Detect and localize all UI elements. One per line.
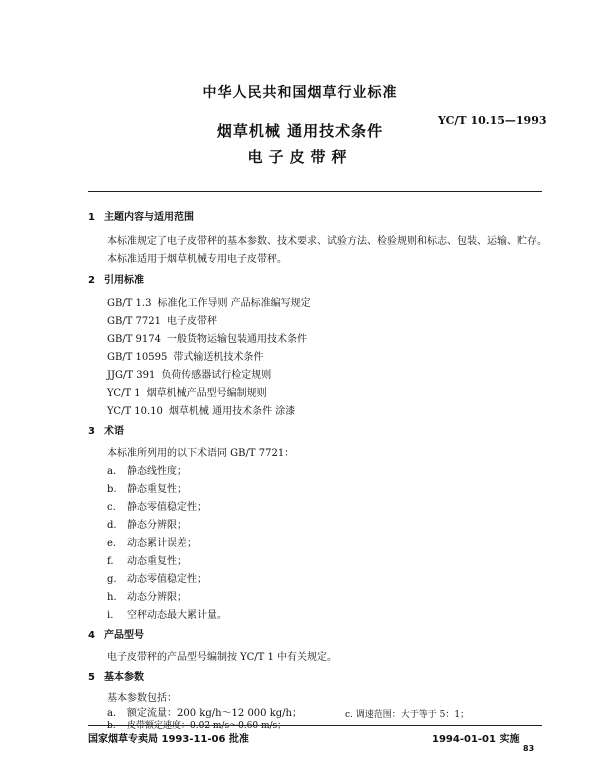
- top-divider: [88, 191, 542, 192]
- section-number: 2: [88, 275, 95, 286]
- section-title: 术语: [104, 426, 124, 437]
- term-text: 静态分辨限；: [127, 520, 187, 531]
- term-text: 静态线性度；: [127, 466, 187, 477]
- section-number: 1: [88, 212, 95, 223]
- term-item: [107, 462, 187, 477]
- term-text: 空秤动态最大累计量。: [127, 610, 227, 621]
- term-label: h.: [107, 592, 117, 603]
- term-text: 静态重复性；: [127, 484, 187, 495]
- section-1-heading: [88, 208, 194, 223]
- section-title: 产品型号: [104, 630, 144, 641]
- param-item: [107, 704, 302, 719]
- reference-code: GB/T 1.3: [107, 298, 152, 309]
- doc-title-line2: 电子皮带秤: [247, 148, 353, 166]
- reference-item: [107, 384, 267, 399]
- reference-code: GB/T 7721: [107, 316, 162, 327]
- param-label: c.: [345, 710, 353, 720]
- section-number: 4: [88, 630, 95, 641]
- term-item: [107, 588, 187, 603]
- reference-code: YC/T 10.10: [107, 406, 163, 417]
- reference-item: [107, 366, 271, 381]
- section-title: 基本参数: [104, 672, 144, 683]
- reference-name: 电子皮带秤: [167, 316, 218, 327]
- reference-item: [107, 294, 311, 309]
- paragraph: 本标准所列用的以下术语同 GB/T 7721：: [107, 448, 295, 459]
- section-3-heading: [88, 422, 124, 437]
- term-text: 动态累计误差；: [127, 538, 197, 549]
- doc-title-line1: 烟草机械 通用技术条件: [216, 122, 384, 140]
- term-item: [107, 534, 197, 549]
- paragraph: 本标准适用于烟草机械专用电子皮带秤。: [107, 254, 287, 265]
- reference-item: [107, 348, 263, 363]
- term-label: e.: [107, 538, 117, 549]
- section-number: 5: [88, 672, 95, 683]
- reference-item: [107, 312, 217, 327]
- param-label: a.: [107, 708, 117, 719]
- org-standard-title: 中华人民共和国烟草行业标准: [202, 85, 398, 101]
- reference-code: GB/T 10595: [107, 352, 168, 363]
- term-item: [107, 480, 187, 495]
- standard-code: YC/T 10.15—1993: [438, 114, 547, 127]
- term-label: f.: [107, 556, 114, 567]
- term-label: b.: [107, 484, 117, 495]
- term-text: 动态重复性；: [127, 556, 187, 567]
- reference-name: 标准化工作导则 产品标准编写规定: [157, 298, 311, 309]
- term-text: 动态分辨限；: [127, 592, 187, 603]
- term-label: c.: [107, 502, 116, 513]
- term-label: a.: [107, 466, 117, 477]
- reference-name: 一般货物运输包装通用技术条件: [167, 334, 308, 345]
- reference-name: 烟草机械 通用技术条件 涂漆: [168, 406, 296, 417]
- bottom-divider: [88, 725, 542, 726]
- implementation-note: 1994-01-01 实施: [432, 734, 520, 745]
- term-label: g.: [107, 574, 117, 585]
- section-title: 引用标准: [104, 275, 144, 286]
- param-text: 额定流量：200 kg/h～12 000 kg/h；: [127, 708, 302, 719]
- section-4-heading: [88, 626, 144, 641]
- paragraph: 基本参数包括：: [107, 693, 177, 704]
- approval-note: 国家烟草专卖局 1993-11-06 批准: [88, 734, 249, 745]
- param-item: [345, 707, 469, 720]
- paragraph: 本标准规定了电子皮带秤的基本参数、技术要求、试验方法、检验规则和标志、包装、运输、贮存。: [107, 236, 547, 247]
- reference-name: 烟草机械产品型号编制规则: [146, 388, 267, 399]
- term-text: 静态零值稳定性；: [127, 502, 207, 513]
- section-5-heading: [88, 668, 144, 683]
- reference-name: 带式输送机技术条件: [173, 352, 264, 363]
- term-item: [107, 516, 187, 531]
- reference-name: 负荷传感器试行检定规则: [161, 370, 272, 381]
- reference-item: [107, 330, 307, 345]
- section-2-heading: [88, 271, 144, 286]
- reference-code: JJG/T 391: [107, 370, 156, 381]
- term-item: [107, 498, 207, 513]
- param-text: 皮带额定速度：0.02 m/s～0.60 m/s；: [127, 721, 287, 731]
- reference-item: [107, 402, 295, 417]
- term-text: 动态零值稳定性；: [127, 574, 207, 585]
- term-item: [107, 570, 207, 585]
- paragraph: 电子皮带秤的产品型号编制按 YC/T 1 中有关规定。: [107, 652, 338, 663]
- section-number: 3: [88, 426, 95, 437]
- term-label: d.: [107, 520, 117, 531]
- section-title: 主题内容与适用范围: [104, 212, 194, 223]
- term-item: [107, 552, 187, 567]
- param-label: b.: [107, 721, 116, 731]
- term-item: [107, 606, 227, 621]
- term-label: i.: [107, 610, 114, 621]
- param-text: 调速范围：大于等于 5：1；: [355, 710, 470, 720]
- reference-code: YC/T 1: [107, 388, 141, 399]
- reference-code: GB/T 9174: [107, 334, 162, 345]
- page-number: 83: [523, 744, 535, 753]
